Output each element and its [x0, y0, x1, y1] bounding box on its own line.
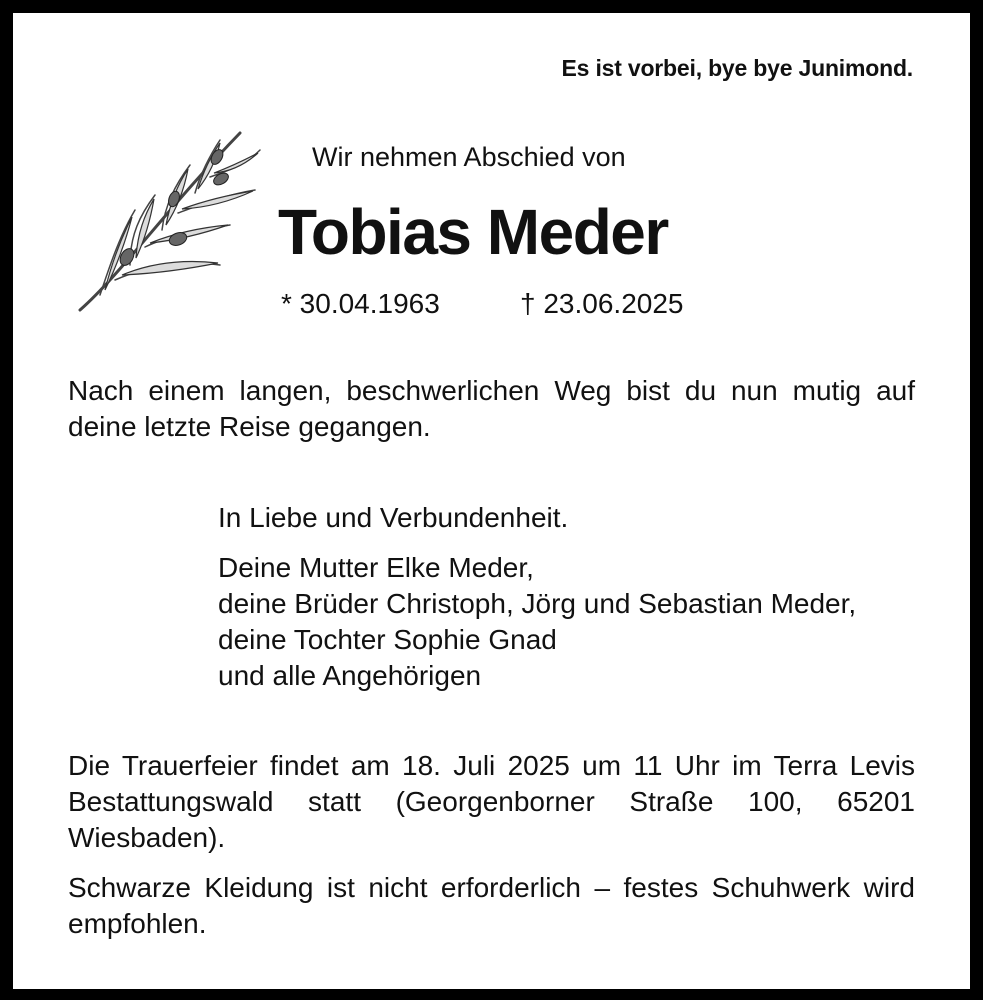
mourner-line: Deine Mutter Elke Meder, — [218, 552, 534, 583]
farewell-paragraph: Nach einem langen, beschwerlichen Weg bist du nun mutig auf deine letzte Reise gegangen. — [68, 375, 915, 442]
mourner-line: deine Tochter Sophie Gnad — [218, 624, 557, 655]
birth-date: * 30.04.1963 — [281, 288, 440, 319]
dress-code-paragraph: Schwarze Kleidung ist nicht erforderlich – festes Schuhwerk wird empfohlen. — [68, 872, 915, 939]
mourner-line: deine Brüder Christoph, Jörg und Sebastian Meder, — [218, 588, 857, 619]
funeral-info-paragraph: Die Trauerfeier findet am 18. Juli 2025 um 11 Uhr im Terra Levis Bestattungswald statt (Georgenborner Straße 100, 65201 Wiesbaden). — [68, 750, 915, 853]
intro-line: Wir nehmen Abschied von — [312, 142, 626, 172]
motto-line: Es ist vorbei, bye bye Junimond. — [561, 55, 913, 81]
mourners-list — [218, 550, 856, 694]
mourner-line: und alle Angehörigen — [218, 660, 482, 691]
closing-line: In Liebe und Verbundenheit. — [218, 502, 569, 533]
olive-branch-icon — [70, 125, 265, 320]
deceased-name: Tobias Meder — [278, 196, 668, 268]
death-date: † 23.06.2025 — [520, 288, 684, 319]
